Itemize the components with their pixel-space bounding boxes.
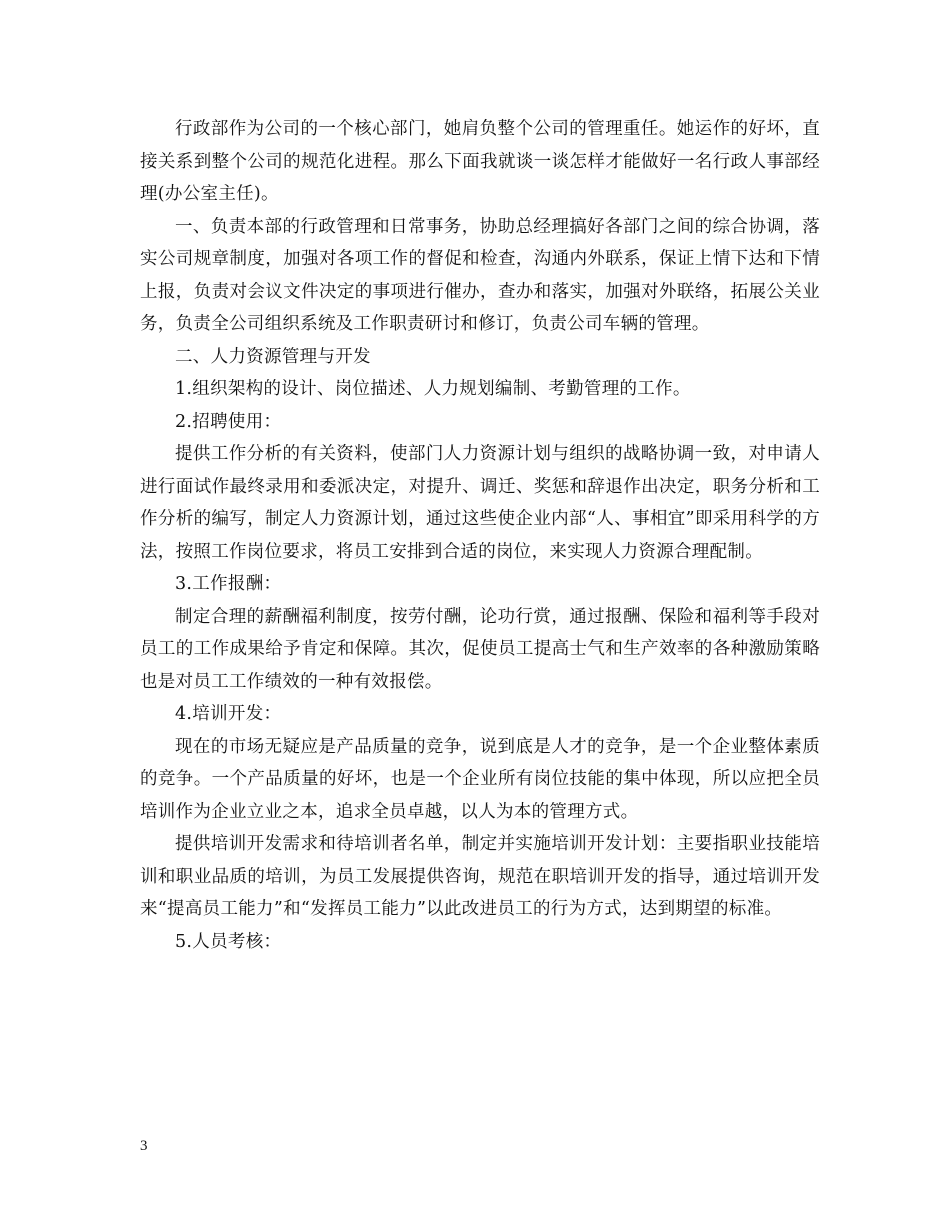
subsection-heading: 5.人员考核： — [175, 931, 282, 952]
list-item: 1.组织架构的设计、岗位描述、人力规划编制、考勤管理的工作。 — [175, 379, 691, 399]
paragraph: 一、负责本部的行政管理和日常事务，协助总经理搞好各部门之间的综合协调，落实公司规章制度，加强对各项工作的督促和检查，沟通内外联系，保证上情下达和下情上报，负责对会议文件决定的事项进行催办，查办和落实，加强对外联络，拓展公关业务，负责全公司组织系统及工作职责研讨和修订，负责公司车辆的管理。 — [140, 216, 820, 334]
paragraph: 提供培训开发需求和待培训者名单，制定并实施培训开发计划：主要指职业技能培训和职业品质的培训，为员工发展提供咨询，规范在职培训开发的指导，通过培训开发来“提高员工能力”和“发挥员工能力”以此改进员工的行为方式，达到期望的标准。 — [140, 834, 820, 919]
paragraph: 提供工作分析的有关资料，使部门人力资源计划与组织的战略协调一致，对申请人进行面试作最终录用和委派决定，对提升、调迁、奖惩和辞退作出决定，职务分析和工作分析的编写，制定人力资源计划，通过这些使企业内部“人、事相宜”即采用科学的方法，按照工作岗位要求，将员工安排到合适的岗位，来实现人力资源合理配制。 — [140, 444, 820, 562]
page-number: 3 — [140, 1138, 148, 1154]
document-body — [140, 113, 820, 958]
paragraph: 行政部作为公司的一个核心部门，她肩负整个公司的管理重任。她运作的好坏，直接关系到整个公司的规范化进程。那么下面我就谈一谈怎样才能做好一名行政人事部经理(办公室主任)。 — [140, 119, 820, 204]
subsection-heading: 4.培训开发： — [175, 704, 282, 724]
paragraph: 现在的市场无疑应是产品质量的竞争，说到底是人才的竞争，是一个企业整体素质的竞争。一个产品质量的好坏，也是一个企业所有岗位技能的集中体现，所以应把全员培训作为企业立业之本，追求全员卓越，以人为本的管理方式。 — [140, 736, 820, 822]
section-heading: 二、人力资源管理与开发 — [175, 346, 371, 367]
subsection-heading: 3.工作报酬： — [175, 574, 282, 594]
subsection-heading: 2.招聘使用： — [175, 411, 282, 432]
paragraph: 制定合理的薪酬福利制度，按劳付酬，论功行赏，通过报酬、保险和福利等手段对员工的工作成果给予肯定和保障。其次，促使员工提高士气和生产效率的各种激励策略也是对员工工作绩效的一种有效报偿。 — [140, 606, 820, 692]
